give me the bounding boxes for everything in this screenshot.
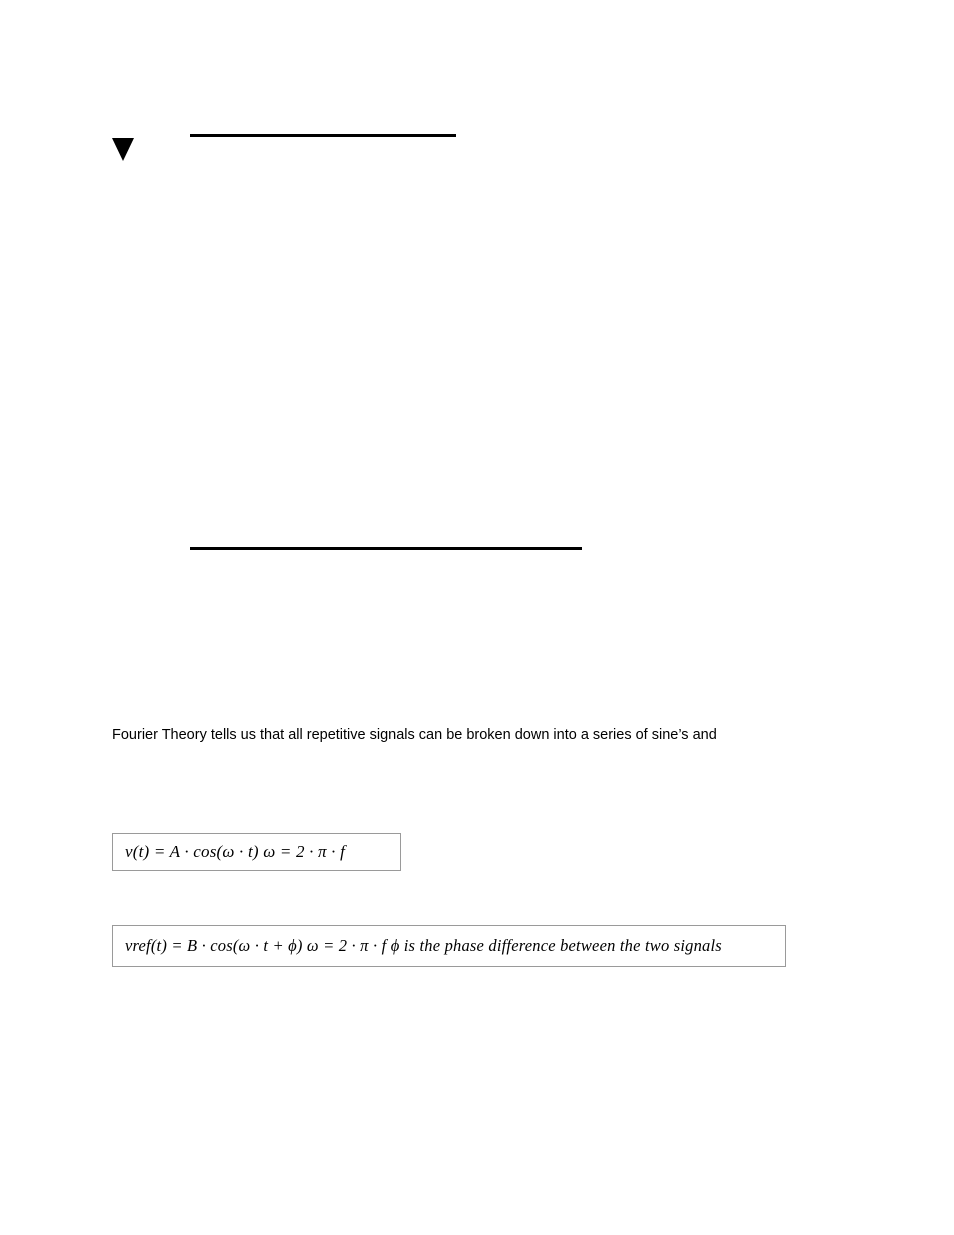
equation-box <box>112 833 401 871</box>
equation-box <box>112 925 786 967</box>
down-triangle-icon <box>112 138 134 161</box>
section-rule <box>190 134 456 137</box>
body-paragraph: Fourier Theory tells us that all repetitive signals can be broken down into a series of sine’s and <box>112 727 717 743</box>
equation-signal: v(t) = A · cos(ω · t) ω = 2 · π · f <box>125 842 346 861</box>
section-rule <box>190 547 582 550</box>
equation-reference-signal: vref(t) = B · cos(ω · t + ϕ) ω = 2 · π · f ϕ is the phase difference between the two signals <box>125 936 722 955</box>
